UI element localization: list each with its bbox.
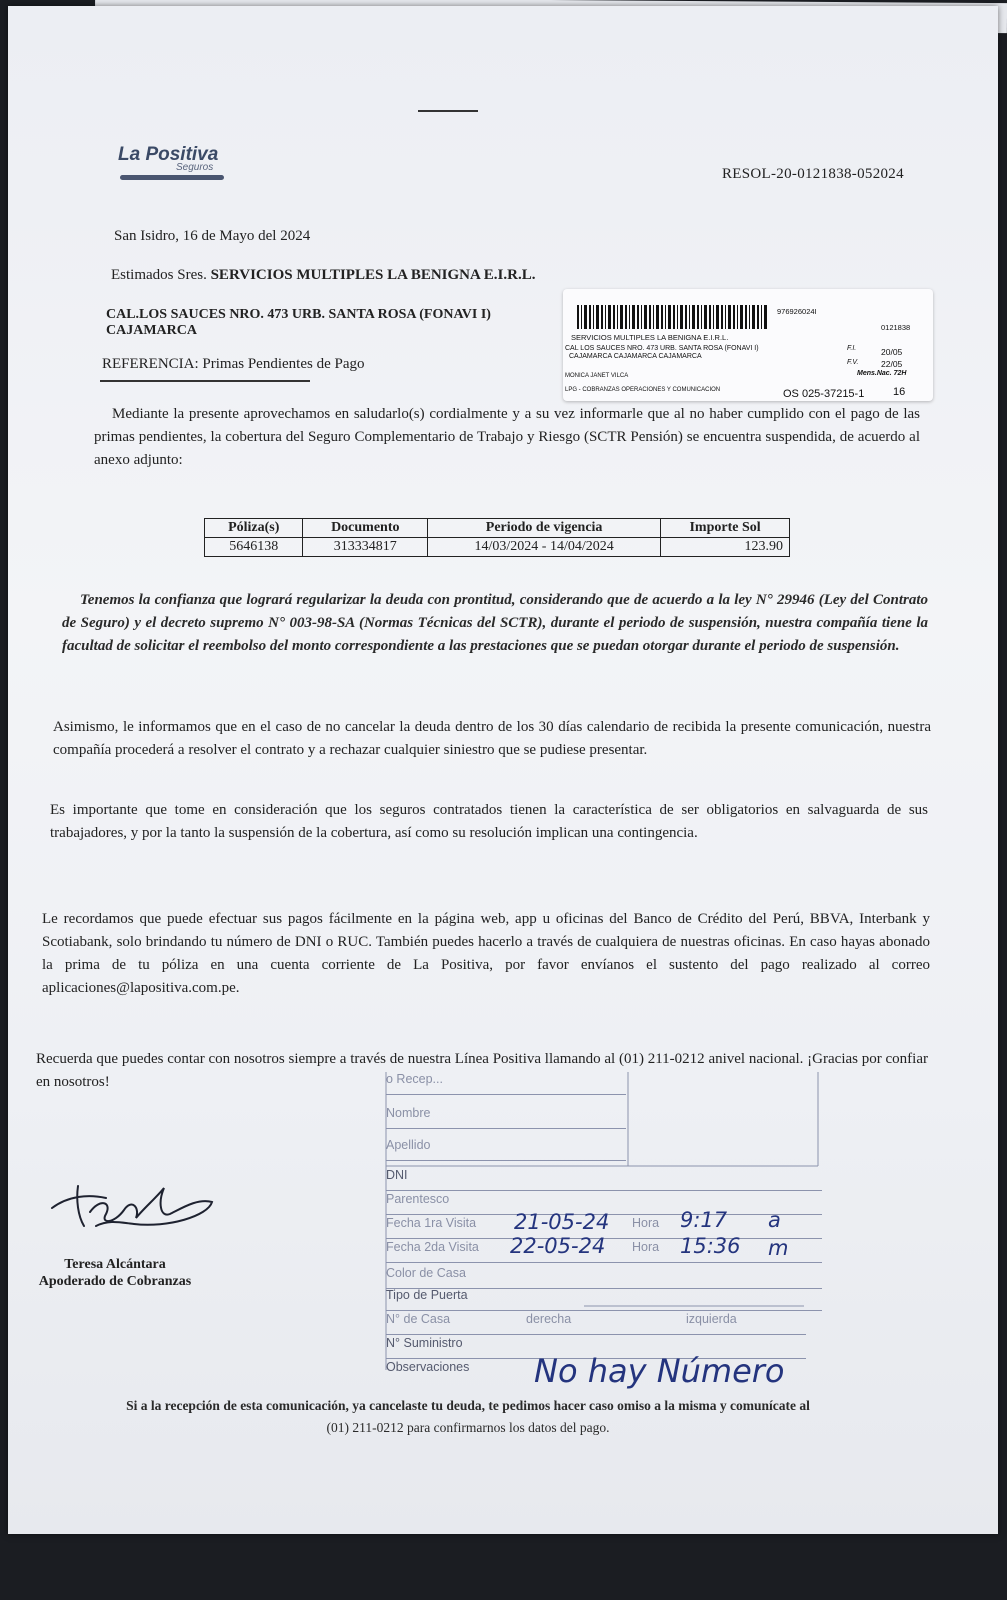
col-poliza: Póliza(s) — [205, 519, 303, 538]
top-rule — [418, 110, 478, 112]
footer-line-2: (01) 211-0212 para confirmarnos los datos del pago. — [326, 1420, 610, 1435]
greeting-prefix: Estimados Sres. — [111, 267, 207, 283]
paragraph-3: Asimismo, le informamos que en el caso de no cancelar la deuda dentro de los 30 días calendario de recibida la presente comunicación, nuestra compañía procederá a resolver el contrato y a rechazar cualquier siniestro que se pudiese presentar. — [53, 719, 931, 758]
greeting — [111, 267, 535, 284]
resolution-number: RESOL-20-0121838-052024 — [722, 166, 904, 182]
visit-row-dni: DNI — [386, 1168, 822, 1191]
paragraph-6: Recuerda que puedes contar con nosotros siempre a través de nuestra Línea Positiva llamando al (01) 211-0212 anivel nacional. ¡Gracias por confiar en nosotros! — [36, 1051, 928, 1090]
recipient-company: SERVICIOS MULTIPLES LA BENIGNA E.I.R.L. — [210, 267, 536, 283]
table-row — [205, 538, 790, 557]
fecha1-label: Fecha 1ra Visita — [386, 1216, 477, 1230]
paragraph-5: Le recordamos que puede efectuar sus pagos fácilmente en la página web, app u oficinas del Banco de Crédito del Perú, BBVA, Interbank y Scotiabank, solo brindando tu número de DNI o RUC. También puedes hacerlo a través de cualquiera de nuestras oficinas. En caso hayas abonado la prima de tu póliza en una cuenta corriente de La Positiva, por favor envíanos el sustento del pago realizado al correo aplicaciones@lapositiva.com.pe. — [42, 911, 930, 996]
handwritten-date-2: 22-05-24 — [510, 1234, 606, 1258]
handwritten-observation: No hay Número — [534, 1352, 785, 1390]
handwritten-time-2: 15:36 — [680, 1234, 741, 1258]
label-num: 16 — [893, 386, 906, 398]
col-importe: Importe Sol — [661, 519, 790, 538]
label-doc-id: 0121838 — [881, 323, 911, 332]
recipient-address — [106, 307, 491, 339]
visit-row-parentesco: Parentesco — [386, 1192, 822, 1215]
date-line: San Isidro, 16 de Mayo del 2024 — [114, 228, 311, 244]
reference: REFERENCIA: Primas Pendientes de Pago — [102, 356, 365, 372]
label-fv-key: F.V. — [847, 359, 859, 366]
mailing-label — [563, 289, 933, 401]
paragraph-1-text: Mediante la presente aprovechamos en saludarlo(s) cordialmente y a su vez informarle que al no haber cumplido con el pago de las primas pendientes, la cobertura del Seguro Complementario de Trabajo y Riesgo (SCTR Pensión) se encuentra suspendida, de acuerdo al anexo adjunto: — [94, 406, 920, 468]
paragraph-1 — [94, 403, 920, 472]
derecha-label: derecha — [526, 1312, 572, 1326]
label-address-1: CAL LOS SAUCES NRO. 473 URB. SANTA ROSA (FONAVI I) — [565, 345, 759, 352]
footer-note — [98, 1395, 838, 1439]
izquierda-label: izquierda — [686, 1312, 737, 1326]
handwritten-time-1: 9:17 — [680, 1208, 728, 1232]
company-logo — [118, 144, 238, 192]
handwritten-date-1: 21-05-24 — [514, 1210, 610, 1234]
label-address-2: CAJAMARCA CAJAMARCA CAJAMARCA — [569, 353, 702, 360]
handwritten-ampm-2: m — [768, 1236, 789, 1260]
reference-underline — [100, 380, 310, 382]
visit-row-observaciones: Observaciones — [386, 1360, 470, 1374]
logo-name: La Positiva — [118, 144, 219, 165]
visit-row-receptor: o Recep... — [386, 1072, 626, 1095]
visit-form-stamp — [384, 1070, 830, 1408]
address-line-2: CAJAMARCA — [106, 323, 197, 338]
col-periodo: Periodo de vigencia — [428, 519, 661, 538]
signer-block — [30, 1256, 200, 1290]
cell-poliza: 5646138 — [205, 538, 303, 557]
paragraph-2-text: Tenemos la confianza que logrará regularizar la deuda con prontitud, considerando que de acuerdo a la ley N° 29946 (Ley del Contrato de Seguro) y el decreto supremo N° 003-98-SA (Normas Técnicas del SCTR), durante el periodo de suspensión, nuestra compañía tiene la facultad de solicitar el reembolso del monto correspondiente a las prestaciones que se puedan otorgar durante el periodo de suspensión. — [62, 592, 928, 654]
visit-row-suministro: N° Suministro — [386, 1336, 806, 1359]
label-dept: LPG - COBRANZAS OPERACIONES Y COMUNICACION — [565, 387, 721, 393]
signer-name: Teresa Alcántara — [64, 1257, 166, 1272]
logo-swoosh — [120, 175, 224, 180]
cell-periodo: 14/03/2024 - 14/04/2024 — [428, 538, 661, 557]
address-line-1: CAL.LOS SAUCES NRO. 473 URB. SANTA ROSA (FONAVI I) — [106, 307, 491, 322]
barcode — [577, 305, 769, 329]
policy-table — [204, 518, 790, 557]
barcode-code: 976926024I — [777, 307, 817, 316]
logo-sub: Seguros — [176, 162, 214, 173]
cell-importe: 123.90 — [661, 538, 790, 557]
label-fi-key: F.I. — [847, 345, 857, 352]
visit-row-puerta: Tipo de Puerta — [386, 1288, 822, 1311]
visit-row-color: Color de Casa — [386, 1266, 822, 1289]
label-os: OS 025-37215-1 — [783, 388, 865, 400]
label-mens: Mens.Nac. 72H — [857, 370, 907, 377]
visit-row-apellido: Apellido — [386, 1138, 626, 1161]
paragraph-4: Es importante que tome en consideración que los seguros contratados tienen la característica de ser obligatorios en salvaguarda de sus trabajadores, y por la tanto la suspensión de la cobertura, así como su resolución implican una contingencia. — [50, 802, 928, 841]
signature-scribble — [48, 1168, 218, 1238]
label-fi-val: 20/05 — [881, 347, 903, 357]
label-company: SERVICIOS MULTIPLES LA BENIGNA E.I.R.L. — [571, 333, 729, 342]
table-header-row — [205, 519, 790, 538]
casa-label: N° de Casa — [386, 1312, 451, 1326]
hora2-label: Hora — [632, 1240, 660, 1254]
label-contact: MONICA JANET VILCA — [565, 373, 629, 379]
footer-line-1: Si a la recepción de esta comunicación, ya cancelaste tu deuda, te pedimos hacer caso omiso a la misma y comunícate al — [126, 1398, 810, 1413]
fecha2-label: Fecha 2da Visita — [386, 1240, 479, 1254]
letter-sheet — [8, 6, 998, 1534]
hora1-label: Hora — [632, 1216, 660, 1230]
col-documento: Documento — [303, 519, 428, 538]
cell-documento: 313334817 — [303, 538, 428, 557]
label-fv-val: 22/05 — [881, 359, 903, 369]
visit-row-nombre: Nombre — [386, 1106, 626, 1129]
signer-role: Apoderado de Cobranzas — [38, 1274, 192, 1289]
handwritten-ampm-1: a — [768, 1208, 781, 1232]
visit-row-casa — [386, 1312, 806, 1335]
paragraph-2 — [62, 589, 928, 658]
